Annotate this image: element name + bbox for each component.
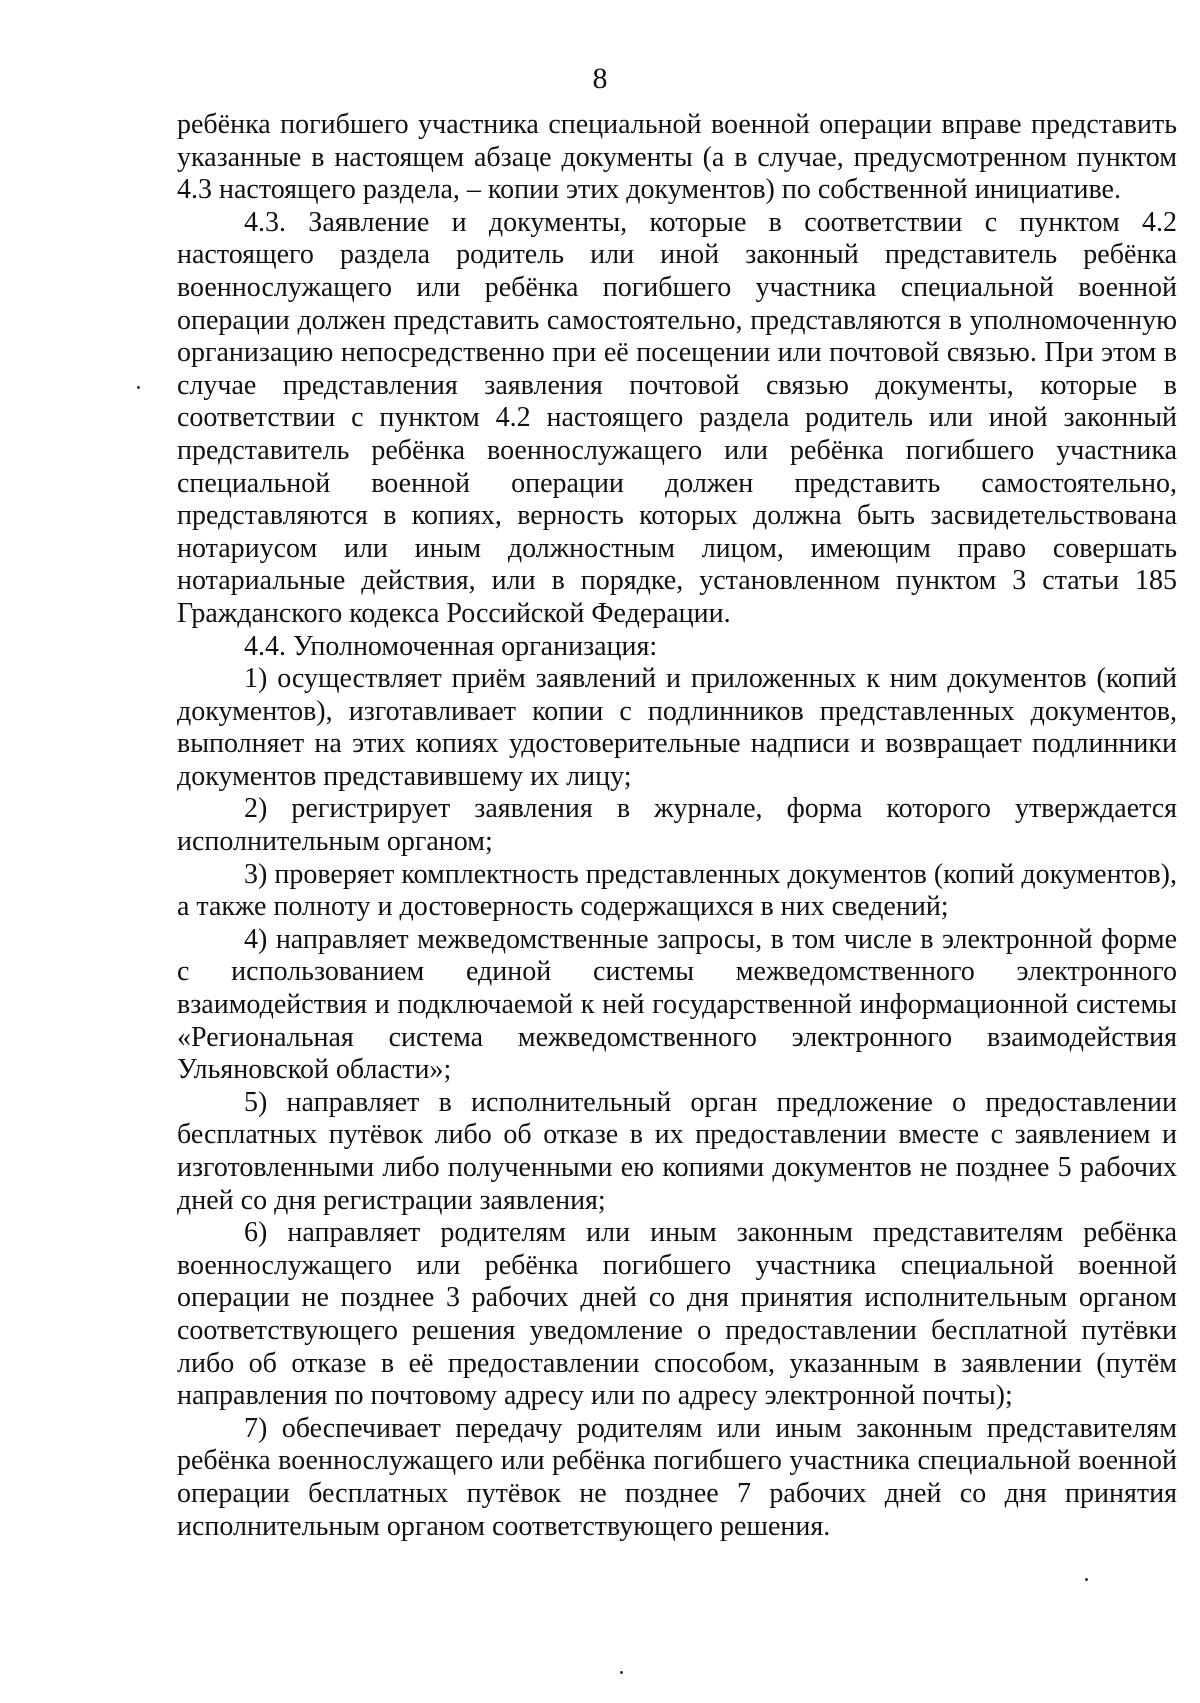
list-item-2: 2) регистрирует заявления в журнале, форма которого утверждается исполнительным органом; [177, 793, 1177, 858]
page-number: 8 [592, 62, 608, 95]
scan-speck [620, 1671, 623, 1674]
document-body [177, 109, 1177, 1543]
list-item-1: 1) осуществляет приём заявлений и приложенных к ним документов (копий документов), изготавливает копии с подлинников представленных документов, выполняет на этих копиях удостоверительные надписи и возвращает подлинники документов представившему их лицу; [177, 663, 1177, 792]
paragraph-4-4-heading: 4.4. Уполномоченная организация: [244, 630, 658, 662]
list-item-4: 4) направляет межведомственные запросы, в том числе в электронной форме с использованием единой системы межведомственного электронного взаимодействия и подключаемой к ней государственной информационной системы «Региональная система межведомственного электронного взаимодействия Ульяновской области»; [177, 923, 1177, 1086]
list-item-5: 5) направляет в исполнительный орган предложение о предоставлении бесплатных путёвок либо об отказе в их предоставлении вместе с заявлением и изготовленными либо полученными ею копиями документов не позднее 5 рабочих дней со дня регистрации заявления; [177, 1086, 1177, 1216]
paragraph-4-3: 4.3. Заявление и документы, которые в соответствии с пунктом 4.2 настоящего раздела родитель или иной законный представитель ребёнка военнослужащего или ребёнка погибшего участника специальной военной операции должен представить самостоятельно, представляются в уполномоченную организацию непосредственно при её посещении или почтовой связью. При этом в случае представления заявления почтовой связью документы, которые в соответствии с пунктом 4.2 настоящего раздела родитель или иной законный представитель ребёнка военнослужащего или ребёнка погибшего участника специальной военной операции должен представить самостоятельно, представляются в копиях, верность которых должна быть засвидетельствована нотариусом или иным должностным лицом, имеющим право совершать нотариальные действия, или в порядке, установленном пунктом 3 статьи 185 Гражданского кодекса Российской Федерации. [177, 206, 1177, 629]
list-item-6: 6) направляет родителям или иным законным представителям ребёнка военнослужащего или ребёнка погибшего участника специальной военной операции не позднее 3 рабочих дней со дня принятия исполнительным органом соответствующего решения уведомление о предоставлении бесплатной путёвки либо об отказе в её предоставлении способом, указанным в заявлении (путём направления по почтовому адресу или по адресу электронной почты); [177, 1217, 1177, 1412]
list-item-3: 3) проверяет комплектность представленных документов (копий документов), а также полноту и достоверность содержащихся в них сведений; [177, 858, 1177, 923]
scan-speck [1085, 1578, 1088, 1581]
scan-speck [137, 386, 140, 389]
list-item-7: 7) обеспечивает передачу родителям или иным законным представителям ребёнка военнослужащего или ребёнка погибшего участника специальной военной операции бесплатных путёвок не позднее 7 рабочих дней со дня принятия исполнительным органом соответствующего решения. [177, 1412, 1177, 1542]
paragraph-continuation: ребёнка погибшего участника специальной военной операции вправе представить указанные в настоящем абзаце документы (а в случае, предусмотренном пунктом 4.3 настоящего раздела, – копии этих документов) по собственной инициативе. [177, 109, 1177, 206]
